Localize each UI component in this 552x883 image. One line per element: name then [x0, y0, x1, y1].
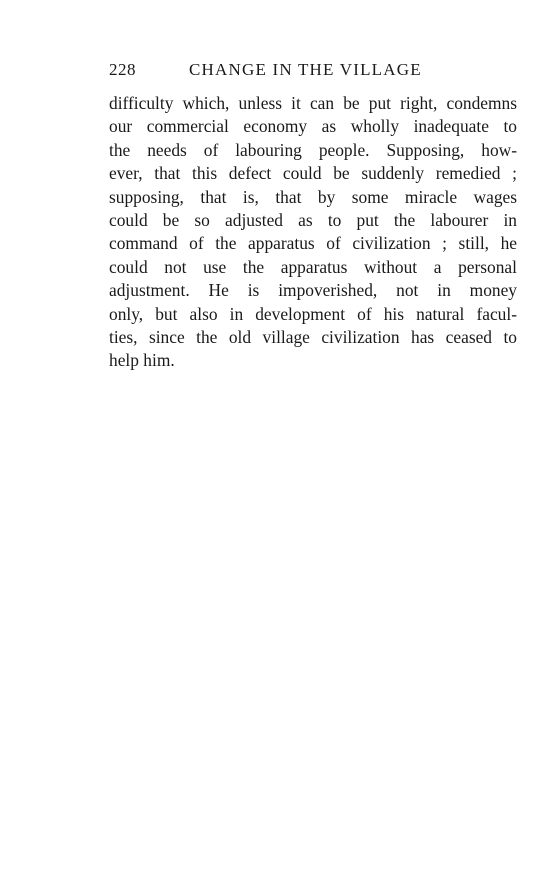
text-line: only, but also in development of his natural facul-: [109, 303, 517, 324]
text-line: help him.: [109, 350, 175, 371]
text-line: difficulty which, unless it can be put right, condemns: [109, 93, 517, 113]
page-header: [109, 60, 517, 84]
text-line: supposing, that is, that by some miracle wages: [109, 186, 517, 207]
text-line: could be so adjusted as to put the labourer in: [109, 209, 517, 230]
text-line: command of the apparatus of civilization ; still, he: [109, 233, 517, 254]
text-line: ever, that this defect could be suddenly remedied ;: [109, 163, 517, 184]
text-line: the needs of labouring people. Supposing, how-: [109, 139, 517, 160]
text-line: our commercial economy as wholly inadequate to: [109, 116, 517, 137]
running-head: CHANGE IN THE VILLAGE: [189, 60, 422, 79]
body-paragraph: [109, 92, 517, 373]
text-line: ties, since the old village civilization has ceased to: [109, 326, 517, 347]
page-number: 228: [109, 60, 136, 79]
text-line: could not use the apparatus without a personal: [109, 256, 517, 277]
text-line: adjustment. He is impoverished, not in money: [109, 280, 517, 301]
